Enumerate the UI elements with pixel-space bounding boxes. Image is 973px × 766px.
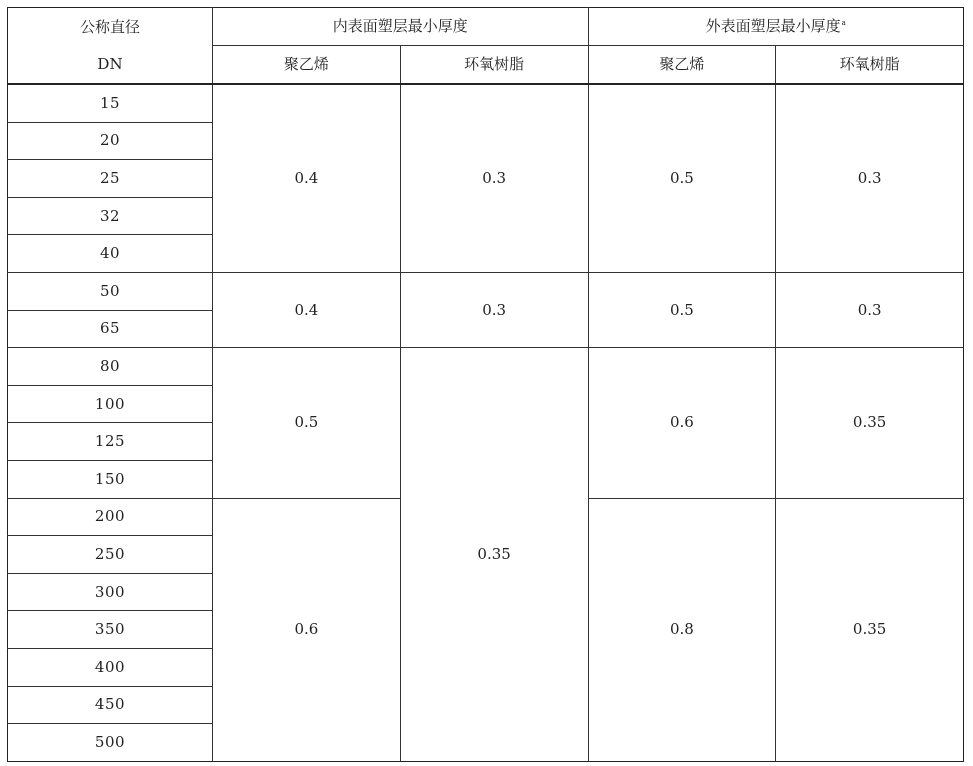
dn-cell: 300 (8, 573, 213, 611)
dn-cell: 500 (8, 724, 213, 762)
inner-epoxy-cell: 0.3 (400, 272, 588, 347)
footnote-marker: a (841, 19, 846, 27)
outer-epoxy-cell: 0.3 (776, 272, 964, 347)
dn-cell: 15 (8, 84, 213, 122)
inner-epoxy-cell: 0.3 (400, 84, 588, 272)
inner-pe-cell: 0.5 (213, 348, 401, 498)
table-row (8, 84, 964, 122)
dn-cell: 150 (8, 460, 213, 498)
outer-pe-cell: 0.6 (588, 348, 776, 498)
inner-polyethylene-header: 聚乙烯 (213, 46, 401, 85)
outer-epoxy-cell: 0.3 (776, 84, 964, 272)
dn-cell: 40 (8, 235, 213, 273)
outer-pe-cell: 0.5 (588, 84, 776, 272)
dn-cell: 50 (8, 272, 213, 310)
dn-label: DN (97, 54, 123, 73)
dn-cell: 250 (8, 536, 213, 574)
outer-pe-cell: 0.5 (588, 272, 776, 347)
outer-polyethylene-header: 聚乙烯 (588, 46, 776, 85)
dn-cell: 80 (8, 348, 213, 386)
nominal-diameter-header (8, 8, 213, 85)
outer-epoxy-cell: 0.35 (776, 498, 964, 761)
dn-cell: 400 (8, 648, 213, 686)
outer-coating-group-header (588, 8, 964, 46)
dn-cell: 200 (8, 498, 213, 536)
outer-epoxy-cell: 0.35 (776, 348, 964, 498)
dn-cell: 350 (8, 611, 213, 649)
header-row-1 (8, 8, 964, 46)
dn-cell: 100 (8, 385, 213, 423)
inner-pe-cell: 0.6 (213, 498, 401, 761)
table-row (8, 348, 964, 386)
dn-cell: 450 (8, 686, 213, 724)
inner-coating-group-header: 内表面塑层最小厚度 (213, 8, 589, 46)
inner-pe-cell: 0.4 (213, 84, 401, 272)
dn-cell: 32 (8, 197, 213, 235)
inner-pe-cell: 0.4 (213, 272, 401, 347)
dn-cell: 20 (8, 122, 213, 160)
dn-cell: 25 (8, 160, 213, 198)
table-row (8, 272, 964, 310)
dn-cell: 125 (8, 423, 213, 461)
min-coating-thickness-table (7, 7, 964, 762)
outer-epoxy-header: 环氧树脂 (776, 46, 964, 85)
inner-epoxy-cell: 0.35 (400, 348, 588, 762)
dn-cell: 65 (8, 310, 213, 348)
nominal-diameter-label: 公称直径 (79, 17, 140, 36)
inner-epoxy-header: 环氧树脂 (400, 46, 588, 85)
outer-pe-cell: 0.8 (588, 498, 776, 761)
outer-coating-group-label: 外表面塑层最小厚度 (705, 17, 841, 35)
